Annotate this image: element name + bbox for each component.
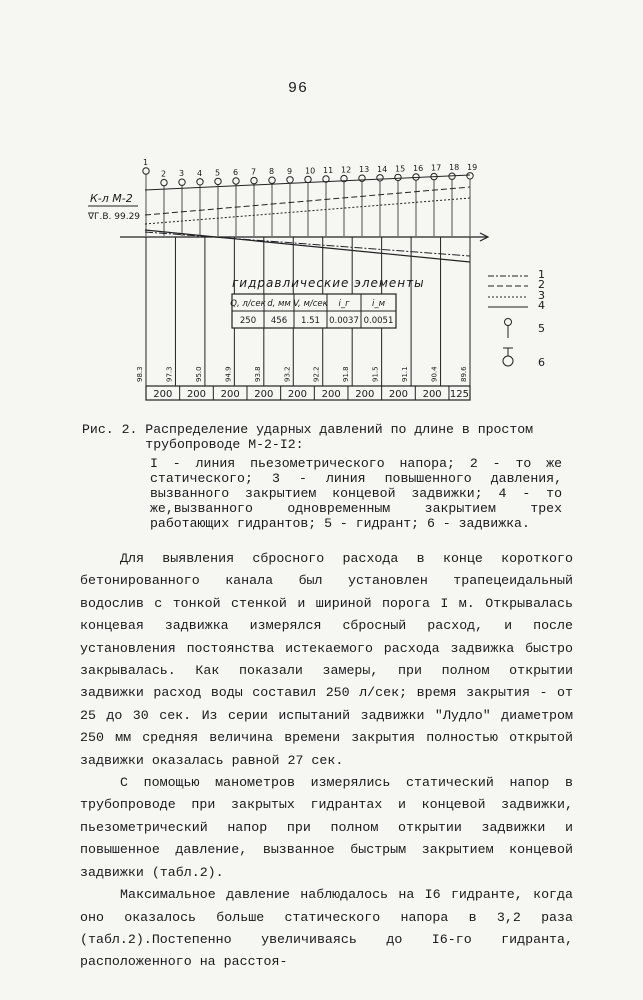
svg-text:95.0: 95.0 xyxy=(194,366,203,382)
hydrant-marker xyxy=(287,167,293,236)
hydrant-marker xyxy=(269,167,275,236)
svg-text:7: 7 xyxy=(251,167,257,177)
svg-text:3: 3 xyxy=(179,169,185,179)
hydrant-marker xyxy=(395,164,405,236)
legend-number: 6 xyxy=(538,356,545,369)
svg-text:5: 5 xyxy=(215,168,221,178)
svg-text:2: 2 xyxy=(161,169,167,179)
hydrant-markers xyxy=(143,158,477,236)
vertical-reading xyxy=(195,237,205,386)
figure-legend xyxy=(488,276,528,366)
legend-number: 2 xyxy=(538,278,545,291)
hydrant-marker xyxy=(161,170,167,236)
hydrant-marker xyxy=(215,168,221,236)
svg-text:9: 9 xyxy=(287,166,293,176)
hydrant-marker xyxy=(143,158,149,236)
hydrant-marker xyxy=(233,168,239,236)
hydrant-marker xyxy=(197,169,203,236)
svg-text:91.5: 91.5 xyxy=(371,366,380,382)
paragraph: С помощью манометров измерялись статический напор в трубопроводе при закрытых гидрантах и концевой задвижки, пьезометрический напор при полном открытии задвижки и повышенное давление, вызванное быстрым закрытием концевой задвижки (табл.2). xyxy=(80,775,573,880)
page-number: 96 xyxy=(288,80,309,97)
pipe-label: К-л М-2 xyxy=(90,192,133,205)
svg-text:18: 18 xyxy=(449,163,460,173)
caption-legend: I - линия пьезометрического напора; 2 - то же статического; 3 - линия повышенного давления, вызванного закрытием концевой задвижки; 4 - то же,вызванного одновременным закрытием трех работающих гидрантов; 5 - гидрант; 6 - задвижка. xyxy=(150,456,562,531)
hydraulic-header: i_м xyxy=(371,299,386,309)
segment-length: 200 xyxy=(186,389,207,400)
vertical-reading xyxy=(460,237,470,386)
segment-length: 200 xyxy=(254,389,274,400)
legend-number: 4 xyxy=(538,299,545,312)
hydrant-marker xyxy=(431,164,441,236)
hydrant-marker xyxy=(341,166,351,236)
hydrant-marker xyxy=(413,164,423,236)
hydraulic-header: V, м/сек xyxy=(293,299,328,309)
hydrant-marker xyxy=(179,169,185,236)
hydrant-marker xyxy=(467,163,477,236)
segment-length: 200 xyxy=(422,389,442,400)
svg-text:4: 4 xyxy=(197,168,203,178)
segment-length: 200 xyxy=(220,389,240,400)
hydraulic-title: гидравлические элементы xyxy=(232,276,425,290)
level-label: ∇Г.В. 99.29 xyxy=(88,212,141,222)
paragraph: Максимальное давление наблюдалось на I6 гидранте, когда оно оказалось больше статического напора в 3,2 раза (табл.2).Постепенно увеличиваясь до I6-го гидранта, расположенного на расстоя- xyxy=(80,887,573,970)
svg-text:13: 13 xyxy=(359,165,370,175)
svg-text:90.4: 90.4 xyxy=(430,366,439,382)
svg-text:1: 1 xyxy=(143,158,149,167)
caption-title: Рис. 2. Распределение ударных давлений по длине в простом трубопроводе М-2-I2: xyxy=(82,422,534,452)
segment-length: 200 xyxy=(355,389,375,400)
svg-text:8: 8 xyxy=(269,167,275,177)
segment-length: 200 xyxy=(153,389,173,400)
hydraulic-header: d, мм xyxy=(267,299,291,309)
body-text xyxy=(80,548,573,974)
svg-text:14: 14 xyxy=(377,164,388,174)
segment-length: 200 xyxy=(388,389,409,400)
svg-text:19: 19 xyxy=(467,162,478,172)
hydraulic-value: 1.51 xyxy=(301,316,320,326)
vertical-reading xyxy=(401,237,411,386)
hydraulic-value: 250 xyxy=(239,316,257,326)
segment-length: 200 xyxy=(321,389,341,400)
hydraulic-value: 0.0051 xyxy=(363,316,394,326)
svg-text:89.6: 89.6 xyxy=(460,366,468,382)
svg-text:6: 6 xyxy=(233,168,239,177)
svg-text:17: 17 xyxy=(431,163,442,173)
legend-number: 1 xyxy=(538,268,545,281)
legend-number: 5 xyxy=(538,322,545,335)
vertical-reading xyxy=(136,237,146,386)
segment-length: 200 xyxy=(287,389,308,400)
pressure-lines xyxy=(145,175,470,262)
vertical-reading xyxy=(165,237,175,386)
svg-text:16: 16 xyxy=(413,164,424,173)
hydraulic-header: i_г xyxy=(338,299,350,309)
hydraulic-header: Q, л/сек xyxy=(230,299,266,309)
hydraulic-value: 0.0037 xyxy=(329,316,359,326)
svg-text:11: 11 xyxy=(323,166,334,175)
svg-text:94.9: 94.9 xyxy=(224,366,233,382)
svg-text:93.2: 93.2 xyxy=(283,366,292,382)
hydrant-marker xyxy=(377,165,387,236)
figure-caption xyxy=(82,422,562,531)
hydrant-marker xyxy=(359,165,369,236)
svg-text:97.3: 97.3 xyxy=(165,366,174,382)
svg-text:15: 15 xyxy=(395,164,406,174)
paragraph: Для выявления сбросного расхода в конце короткого бетонированного канала был установлен трапецеидальный водослив с тонкой стенкой и шириной порога I м. Открывалась концевая задвижка измерялся сбросный расход, и после установления постоянства истекаемого расхода задвижка быстро закрывалась. Как показали замеры, при полном открытии задвижки расход воды составил 250 л/сек; время закрытия - от 25 до 30 сек. Из серии испытаний задвижки "Лудло" диаметром 250 мм средняя величина времени закрытия полностью открытой задвижки оказалась равной 27 сек. xyxy=(80,551,573,768)
svg-text:12: 12 xyxy=(341,165,352,175)
svg-text:91.8: 91.8 xyxy=(342,366,351,382)
pressure-distribution-figure xyxy=(0,0,643,420)
svg-text:10: 10 xyxy=(305,166,316,176)
hydraulic-value: 456 xyxy=(270,316,288,326)
hydraulic-table xyxy=(230,294,396,328)
svg-text:92.2: 92.2 xyxy=(312,366,321,382)
segment-length-table xyxy=(146,386,470,400)
legend-numbers xyxy=(538,268,545,369)
hydrant-marker xyxy=(323,166,333,236)
svg-text:91.1: 91.1 xyxy=(401,366,410,382)
svg-text:93.8: 93.8 xyxy=(253,366,262,382)
hydrant-marker xyxy=(251,168,257,236)
svg-text:98.3: 98.3 xyxy=(136,366,144,382)
legend-number: 3 xyxy=(538,289,545,302)
segment-length: 125 xyxy=(449,389,470,400)
